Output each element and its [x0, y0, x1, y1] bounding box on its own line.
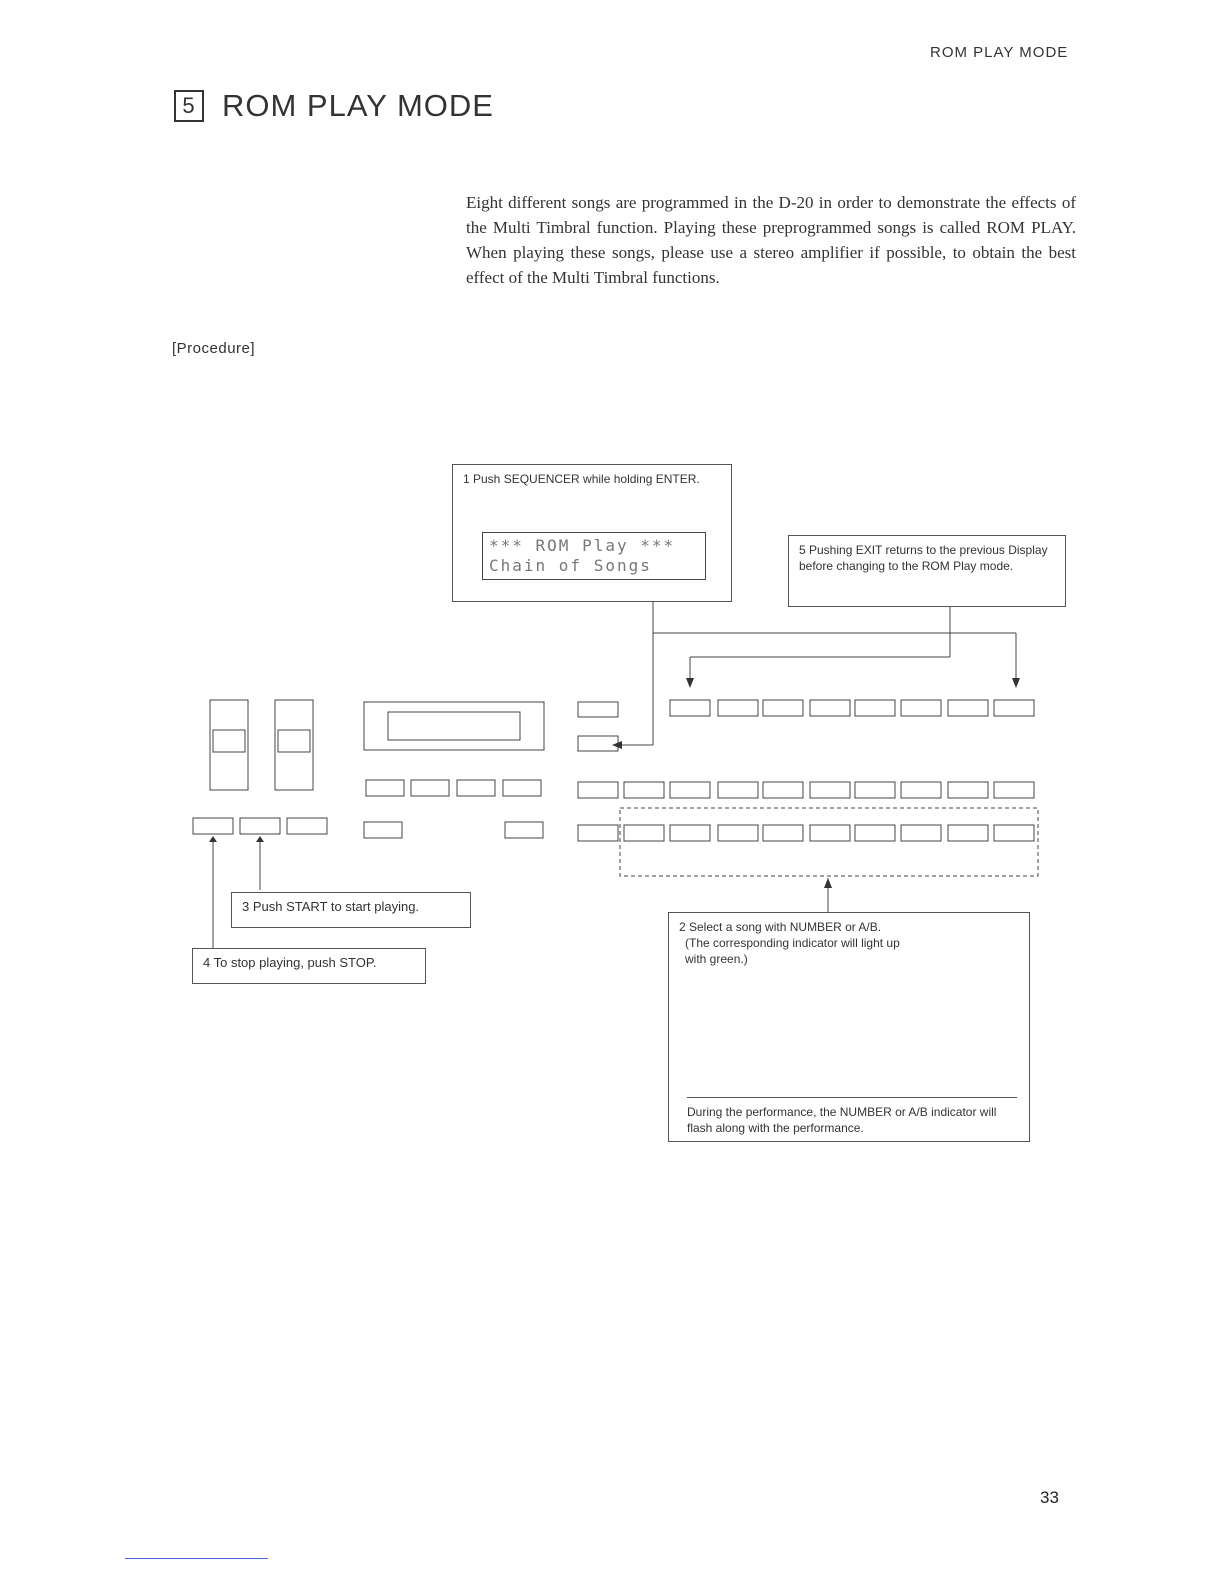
step1-text: 1 Push SEQUENCER while holding ENTER.: [463, 472, 700, 486]
step3-text: 3 Push START to start playing.: [242, 899, 420, 914]
step4-callout: [192, 948, 426, 984]
step4-text: 4 To stop playing, push STOP.: [203, 955, 377, 970]
lcd-display: [482, 532, 706, 580]
step2-line-2: (The corresponding indicator will light up: [685, 936, 900, 950]
step2-note: During the performance, the NUMBER or A/B indicator will flash along with the performance.: [687, 1097, 1017, 1136]
running-header: ROM PLAY MODE: [930, 44, 1069, 61]
intro-paragraph: Eight different songs are programmed in the D-20 in order to demonstrate the effects of the Multi Timbral function. Playing these preprogrammed songs is called ROM PLAY. When playing these songs, please use a stereo amplifier if possible, to obtain the best effect of the Multi Timbral functions.: [466, 193, 1076, 287]
section-title: ROM PLAY MODE: [222, 88, 494, 123]
lcd-line-1: *** ROM Play ***: [489, 536, 676, 555]
step5-callout: [788, 535, 1066, 607]
lcd-line-2: Chain of Songs: [489, 556, 652, 575]
page-number: 33: [1040, 1488, 1059, 1507]
footer-rule: [125, 1558, 268, 1559]
procedure-label: [Procedure]: [172, 340, 256, 357]
step2-callout: [668, 912, 1030, 1142]
step5-text: 5 Pushing EXIT returns to the previous Display before changing to the ROM Play mode.: [799, 543, 1048, 573]
step2-line-3: with green.): [685, 952, 748, 966]
section-number: 5: [174, 90, 204, 122]
step2-line-1: 2 Select a song with NUMBER or A/B.: [679, 920, 882, 934]
step3-callout: [231, 892, 471, 928]
